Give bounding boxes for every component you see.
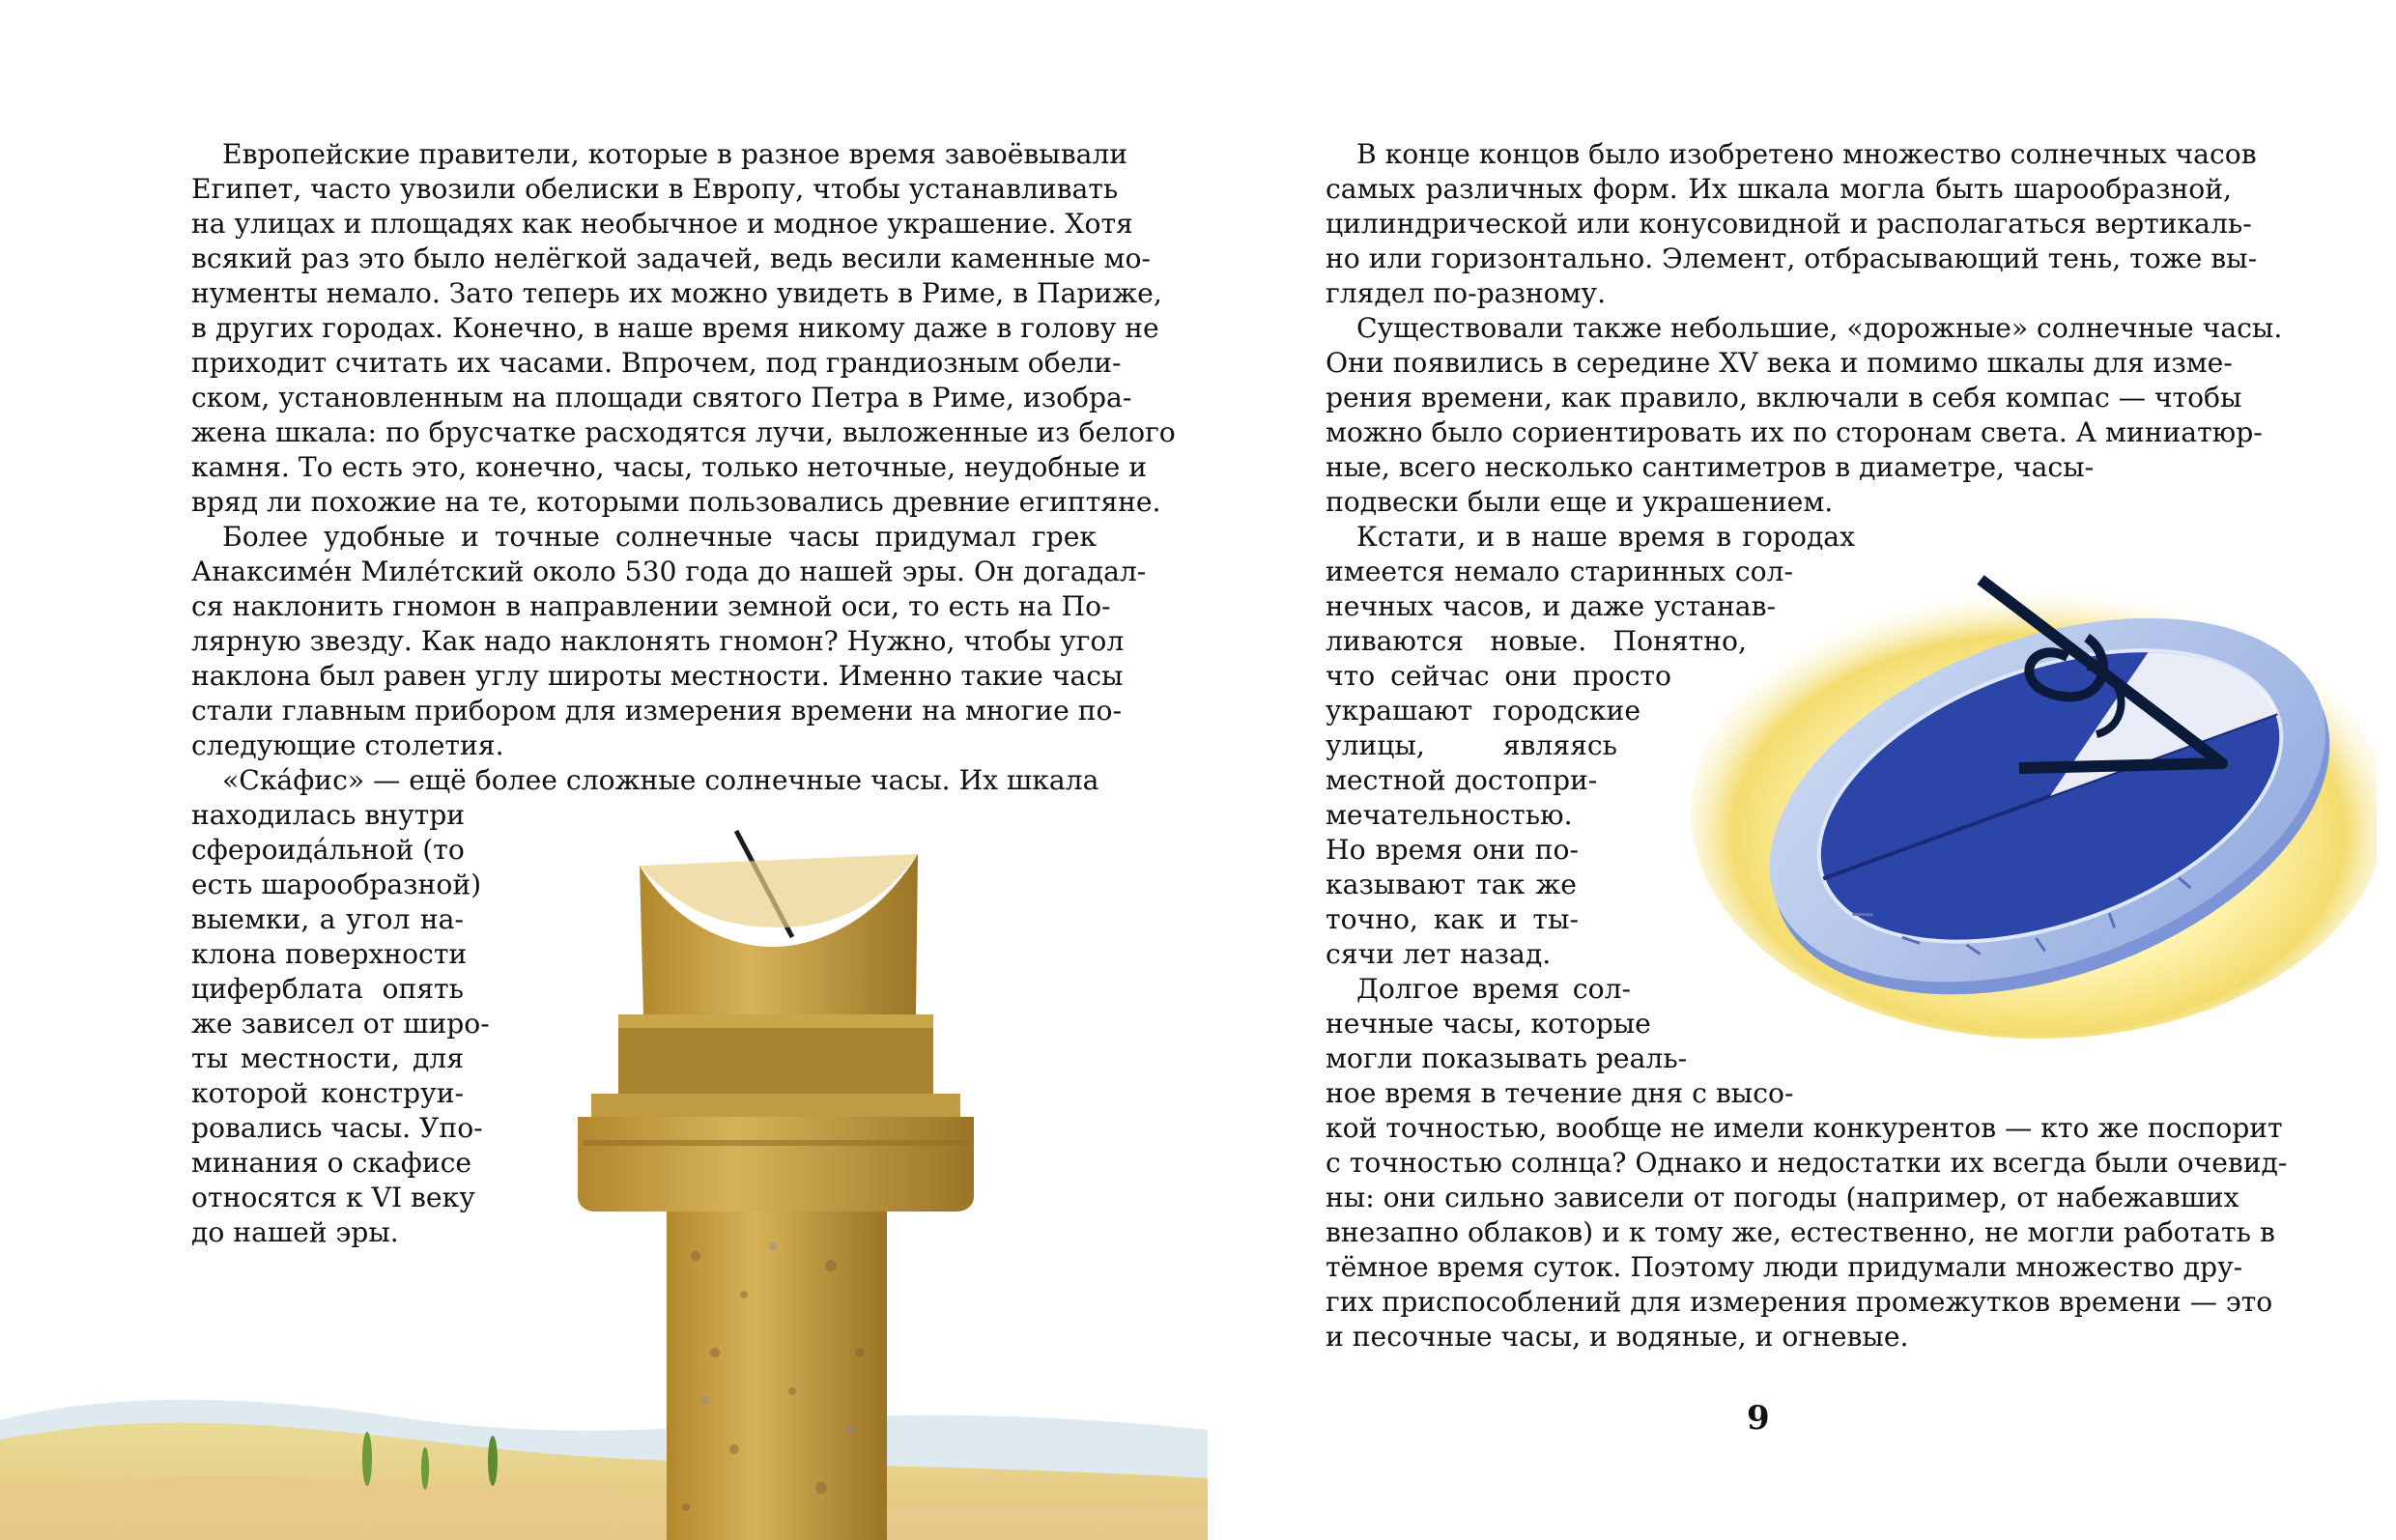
text-line: цилиндрической или конусовидной и располагаться вертикаль- bbox=[1326, 208, 2252, 240]
text-line: с точностью солнца? Однако и недостатки их всегда были очевид- bbox=[1326, 1147, 2288, 1179]
text-line: Кстати, и в наше время в городах bbox=[1356, 521, 1855, 553]
text-line: В конце концов было изобретено множество солнечных часов bbox=[1356, 138, 2257, 170]
scaphe-sundial-column-illustration bbox=[0, 812, 1217, 1540]
page-number: 9 bbox=[1747, 1399, 1770, 1438]
text-line: ны: они сильно зависели от погоды (например, от набежавших bbox=[1326, 1182, 2239, 1213]
horizontal-sundial-illustration bbox=[1681, 522, 2377, 1063]
text-line: приходит считать их часами. Впрочем, под грандиозным обели- bbox=[191, 347, 1122, 379]
text-line: всякий раз это было нелёгкой задачей, ведь весили каменные мо- bbox=[191, 242, 1151, 274]
text-line: стали главным прибором для измерения времени на многие по- bbox=[191, 695, 1123, 727]
text-line: нументы немало. Зато теперь их можно увидеть в Риме, в Париже, bbox=[191, 277, 1162, 309]
text-line: нечные часы, которые bbox=[1326, 1008, 1651, 1040]
text-line: камня. То есть это, конечно, часы, только неточные, неудобные и bbox=[191, 451, 1148, 483]
text-line: гих приспособлений для измерения промежутков времени — это bbox=[1326, 1286, 2273, 1318]
text-line: циферблата опять bbox=[191, 973, 464, 1005]
text-line: внезапно облаков) и к тому же, естественно, не могли работать в bbox=[1326, 1216, 2275, 1248]
text-line: в других городах. Конечно, в наше время никому даже в голову не bbox=[191, 312, 1159, 344]
text-line: Более удобные и точные солнечные часы придумал грек bbox=[222, 521, 1097, 553]
text-line: которой конструи- bbox=[191, 1077, 464, 1109]
text-line: кой точностью, вообще не имели конкурентов — кто же поспорит bbox=[1326, 1112, 2283, 1144]
text-line: жена шкала: по брусчатке расходятся лучи, выложенные из белого bbox=[191, 416, 1176, 448]
text-line: ное время в течение дня с высо- bbox=[1326, 1077, 1794, 1109]
text-line: Европейские правители, которые в разное время завоёвывали bbox=[222, 138, 1128, 170]
text-line: ся наклонить гномон в направлении земной оси, то есть на По- bbox=[191, 590, 1111, 622]
text-line: «Скáфис» — ещё более сложные солнечные часы. Их шкала bbox=[222, 764, 1099, 796]
text-line: и песочные часы, и водяные, и огневые. bbox=[1326, 1321, 1909, 1353]
text-line: ты местности, для bbox=[191, 1042, 464, 1074]
text-line: Египет, часто увозили обелиски в Европу, чтобы устанавливать bbox=[191, 173, 1119, 205]
text-line: вряд ли похожие на те, которыми пользовались древние египтяне. bbox=[191, 486, 1161, 518]
text-line: ные, всего несколько сантиметров в диаметре, часы- bbox=[1326, 451, 2095, 483]
text-line: наклона был равен углу широты местности. Именно такие часы bbox=[191, 660, 1124, 692]
text-line: тёмное время суток. Поэтому люди придумали множество дру- bbox=[1326, 1251, 2243, 1283]
text-line: украшают городские bbox=[1326, 695, 1640, 727]
text-line: выемки, а угол на- bbox=[191, 903, 464, 935]
text-line: самых различных форм. Их шкала могла быть шарообразной, bbox=[1326, 173, 2232, 205]
text-line: ливаются новые. Понятно, bbox=[1326, 625, 1747, 657]
text-line: Существовали также небольшие, «дорожные» солнечные часы. bbox=[1356, 312, 2283, 344]
text-line: минания о скафисе bbox=[191, 1147, 472, 1179]
text-line: улицы, являясь bbox=[1326, 729, 1617, 761]
text-line: можно было сориентировать их по сторонам света. А миниатюр- bbox=[1326, 416, 2263, 448]
text-line: мечательностью. bbox=[1326, 799, 1573, 831]
text-line: ровались часы. Упо- bbox=[191, 1112, 483, 1144]
text-line: но или горизонтально. Элемент, отбрасывающий тень, тоже вы- bbox=[1326, 242, 2258, 274]
text-line: следующие столетия. bbox=[191, 729, 504, 761]
text-line: сфероидáльной (то bbox=[191, 834, 465, 866]
text-line: глядел по-разному. bbox=[1326, 277, 1607, 309]
text-line: до нашей эры. bbox=[191, 1216, 399, 1248]
text-line: подвески были еще и украшением. bbox=[1326, 486, 1834, 518]
text-line: имеется немало старинных сол- bbox=[1326, 556, 1793, 587]
text-line: есть шарообразной) bbox=[191, 869, 482, 900]
text-line: рения времени, как правило, включали в себя компас — чтобы bbox=[1326, 382, 2242, 414]
text-line: казывают так же bbox=[1326, 869, 1577, 900]
text-line: Но время они по- bbox=[1326, 834, 1579, 866]
text-line: что сейчас они просто bbox=[1326, 660, 1671, 692]
text-line: ском, установленным на площади святого Петра в Риме, изобра- bbox=[191, 382, 1132, 414]
text-line: могли показывать реаль- bbox=[1326, 1042, 1688, 1074]
text-line: находилась внутри bbox=[191, 799, 466, 831]
text-line: местной достопри- bbox=[1326, 764, 1598, 796]
text-line: сячи лет назад. bbox=[1326, 938, 1552, 970]
text-line: относятся к VI веку bbox=[191, 1182, 475, 1213]
text-line: лярную звезду. Как надо наклонять гномон? Нужно, чтобы угол bbox=[191, 625, 1125, 657]
text-line: точно, как и ты- bbox=[1326, 903, 1579, 935]
text-line: Они появились в середине XV века и помимо шкалы для изме- bbox=[1326, 347, 2233, 379]
text-line: Долгое время сол- bbox=[1356, 973, 1631, 1005]
text-line: нечных часов, и даже устанав- bbox=[1326, 590, 1776, 622]
text-line: Анаксимéн Милéтский около 530 года до нашей эры. Он догадал- bbox=[191, 556, 1147, 587]
text-line: на улицах и площадях как необычное и модное украшение. Хотя bbox=[191, 208, 1133, 240]
text-line: же зависел от широ- bbox=[191, 1008, 490, 1040]
text-line: клона поверхности bbox=[191, 938, 468, 970]
